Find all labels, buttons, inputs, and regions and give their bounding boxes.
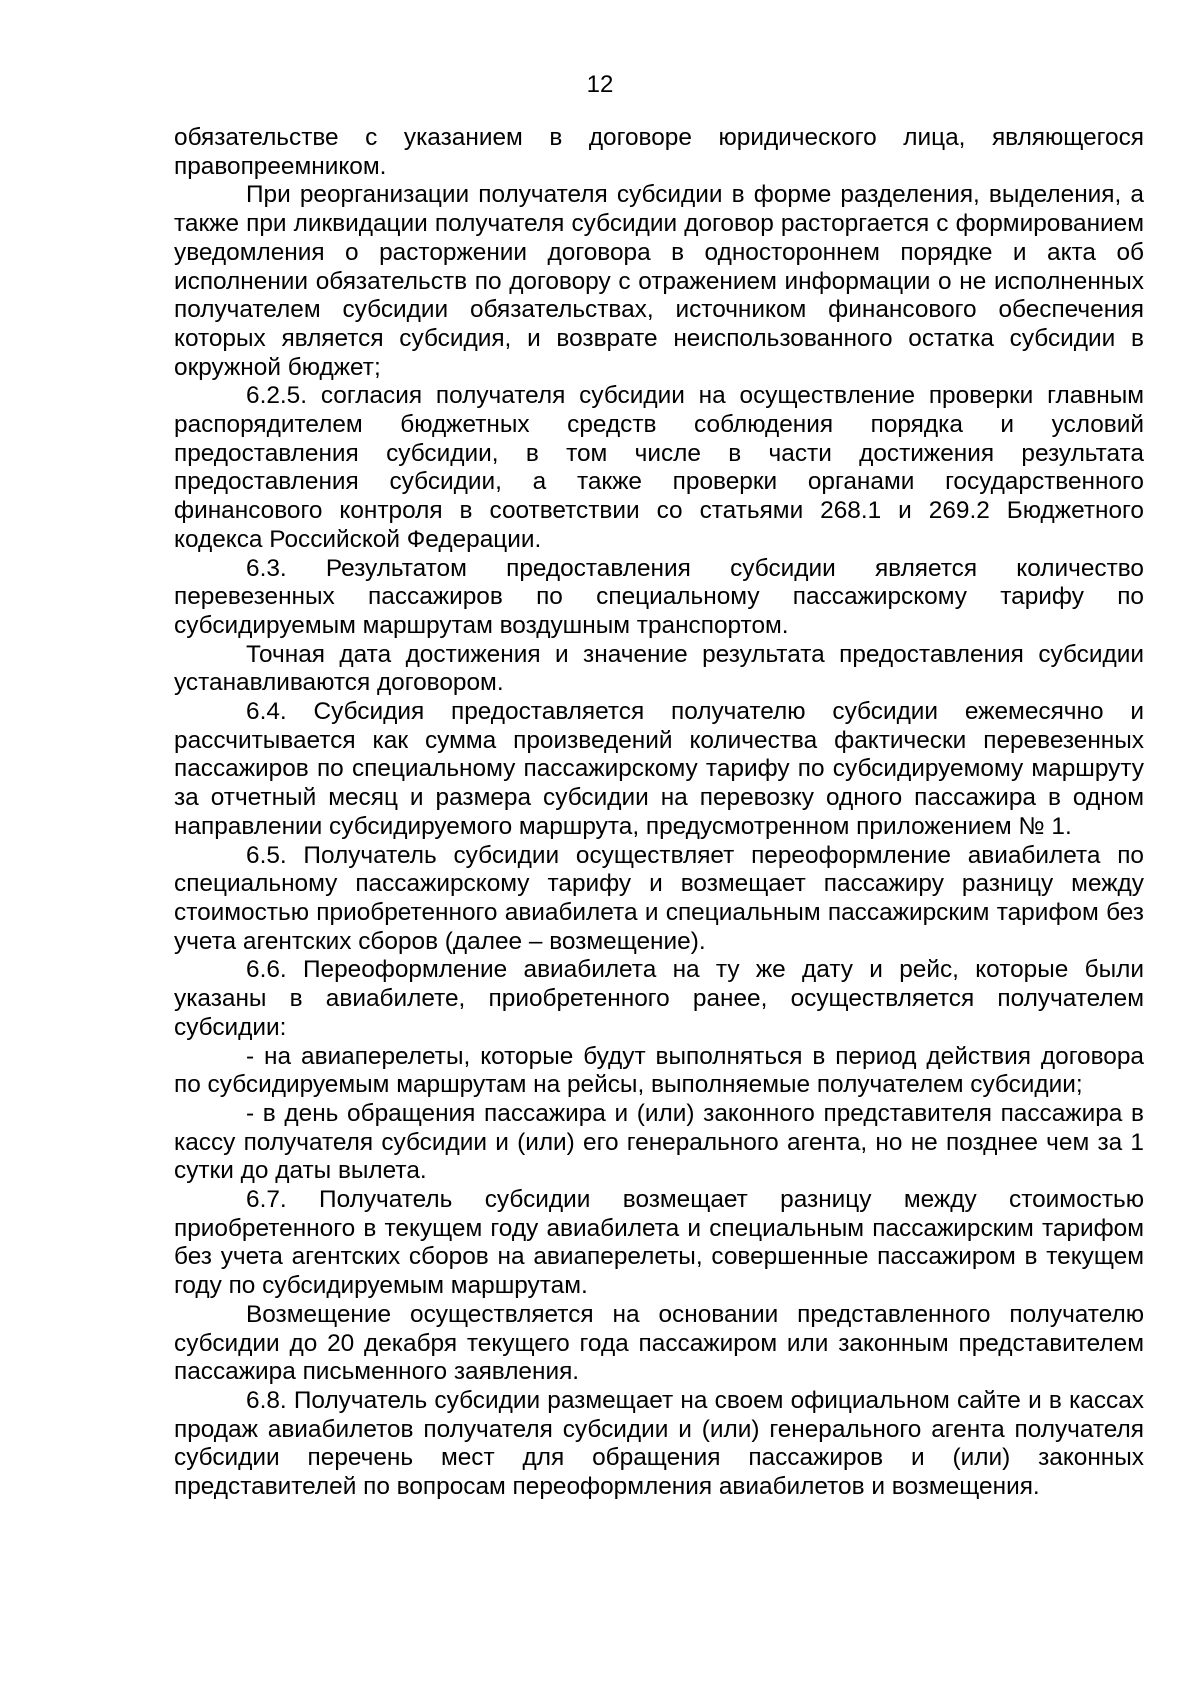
paragraph-6-7: 6.7. Получатель субсидии возмещает разницу между стоимостью приобретенного в текущем году авиабилета и специальным пассажирским тарифом без учета агентских сборов на авиаперелеты, совершенные пассажиром в текущем году по субсидируемым маршрутам.	[174, 1186, 1144, 1300]
list-item-flights: - на авиаперелеты, которые будут выполняться в период действия договора по субсидируемым маршрутам на рейсы, выполняемые получателем субсидии;	[174, 1042, 1144, 1099]
paragraph-6-2-5: 6.2.5. согласия получателя субсидии на осуществление проверки главным распорядителем бюджетных средств соблюдения порядка и условий предоставления субсидии, в том числе в части достижения результата предоставления субсидии, а также проверки органами государственного финансового контроля в соответствии со статьями 268.1 и 269.2 Бюджетного кодекса Российской Федерации.	[174, 382, 1144, 553]
paragraph-6-3: 6.3. Результатом предоставления субсидии является количество перевезенных пассажиров по специальному пассажирскому тарифу по субсидируемым маршрутам воздушным транспортом.	[174, 554, 1144, 639]
paragraph-6-8: 6.8. Получатель субсидии размещает на своем официальном сайте и в кассах продаж авиабилетов получателя субсидии и (или) генерального агента получателя субсидии перечень мест для обращения пассажиров и (или) законных представителей по вопросам переоформления авиабилетов и возмещения.	[174, 1386, 1144, 1501]
document-body	[174, 124, 1144, 1502]
paragraph-continuation: обязательстве с указанием в договоре юридического лица, являющегося правопреемником.	[174, 124, 1144, 180]
paragraph-6-5: 6.5. Получатель субсидии осуществляет переоформление авиабилета по специальному пассажирскому тарифу и возмещает пассажиру разницу между стоимостью приобретенного авиабилета и специальным пассажирским тарифом без учета агентских сборов (далее – возмещение).	[174, 841, 1144, 955]
paragraph-6-6: 6.6. Переоформление авиабилета на ту же дату и рейс, которые были указаны в авиабилете, приобретенного ранее, осуществляется получателем субсидии:	[174, 956, 1144, 1041]
page-number: 12	[586, 71, 614, 98]
list-item-appeal-day: - в день обращения пассажира и (или) законного представителя пассажира в кассу получателя субсидии и (или) его генерального агента, но не позднее чем за 1 сутки до даты вылета.	[174, 1099, 1144, 1185]
paragraph-result-date: Точная дата достижения и значение результата предоставления субсидии устанавливаются договором.	[174, 640, 1144, 697]
paragraph-6-4: 6.4. Субсидия предоставляется получателю субсидии ежемесячно и рассчитывается как сумма произведений количества фактически перевезенных пассажиров по специальному пассажирскому тарифу по субсидируемому маршруту за отчетный месяц и размера субсидии на перевозку одного пассажира в одном направлении субсидируемого маршрута, предусмотренном приложением № 1.	[174, 698, 1144, 840]
paragraph-reorganization: При реорганизации получателя субсидии в форме разделения, выделения, а также при ликвидации получателя субсидии договор расторгается с формированием уведомления о расторжении договора в одностороннем порядке и акта об исполнении обязательств по договору с отражением информации о не исполненных получателем субсидии обязательствах, источником финансового обеспечения которых является субсидия, и возврате неиспользованного остатка субсидии в окружной бюджет;	[174, 181, 1144, 381]
paragraph-compensation: Возмещение осуществляется на основании представленного получателю субсидии до 20 декабря текущего года пассажиром или законным представителем пассажира письменного заявления.	[174, 1300, 1144, 1386]
